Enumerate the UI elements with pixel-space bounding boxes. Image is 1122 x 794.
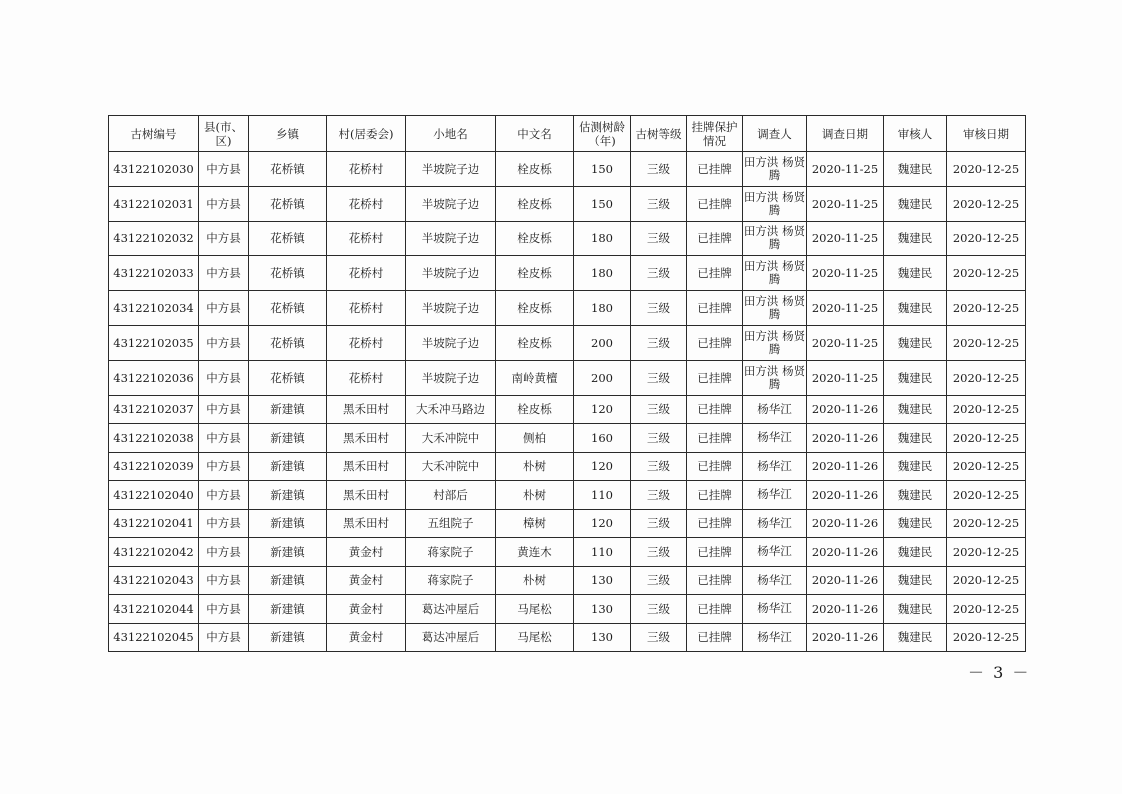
table-cell: 半坡院子边 xyxy=(406,325,496,360)
table-cell: 2020-11-25 xyxy=(807,186,884,221)
table-cell: 43122102036 xyxy=(109,360,199,395)
table-cell: 2020-12-25 xyxy=(947,566,1026,595)
column-header: 村(居委会) xyxy=(327,116,406,152)
table-row xyxy=(109,256,1026,291)
table-cell: 中方县 xyxy=(199,538,249,567)
table-row xyxy=(109,152,1026,187)
table-cell: 2020-12-25 xyxy=(947,291,1026,326)
table-cell: 魏建民 xyxy=(884,186,947,221)
table-cell: 三级 xyxy=(631,152,687,187)
table-cell: 三级 xyxy=(631,221,687,256)
table-cell: 田方洪 杨贤腾 xyxy=(743,152,807,187)
table-cell: 黑禾田村 xyxy=(327,509,406,538)
table-cell: 2020-12-25 xyxy=(947,325,1026,360)
table-cell: 黑禾田村 xyxy=(327,424,406,453)
table-cell: 黑禾田村 xyxy=(327,481,406,510)
table-cell: 2020-11-26 xyxy=(807,424,884,453)
table-cell: 2020-11-26 xyxy=(807,509,884,538)
table-cell: 2020-11-25 xyxy=(807,221,884,256)
table-cell: 43122102038 xyxy=(109,424,199,453)
table-cell: 160 xyxy=(574,424,631,453)
table-cell: 魏建民 xyxy=(884,395,947,424)
table-cell: 2020-12-25 xyxy=(947,509,1026,538)
table-cell: 魏建民 xyxy=(884,452,947,481)
table-row xyxy=(109,395,1026,424)
table-cell: 180 xyxy=(574,291,631,326)
table-cell: 杨华江 xyxy=(743,566,807,595)
table-cell: 2020-12-25 xyxy=(947,481,1026,510)
table-cell: 三级 xyxy=(631,509,687,538)
column-header: 古树等级 xyxy=(631,116,687,152)
table-cell: 中方县 xyxy=(199,623,249,652)
table-cell: 中方县 xyxy=(199,452,249,481)
table-cell: 中方县 xyxy=(199,360,249,395)
table-cell: 田方洪 杨贤腾 xyxy=(743,325,807,360)
table-cell: 新建镇 xyxy=(249,481,327,510)
table-cell: 2020-11-26 xyxy=(807,623,884,652)
table-cell: 中方县 xyxy=(199,152,249,187)
table-cell: 2020-11-26 xyxy=(807,395,884,424)
table-cell: 朴树 xyxy=(496,481,574,510)
table-cell: 已挂牌 xyxy=(687,424,743,453)
table-cell: 花桥村 xyxy=(327,256,406,291)
table-row xyxy=(109,221,1026,256)
table-cell: 南岭黄檀 xyxy=(496,360,574,395)
table-cell: 2020-12-25 xyxy=(947,538,1026,567)
table-cell: 43122102040 xyxy=(109,481,199,510)
table-cell: 43122102031 xyxy=(109,186,199,221)
table-cell: 新建镇 xyxy=(249,566,327,595)
table-row xyxy=(109,509,1026,538)
table-cell: 花桥镇 xyxy=(249,186,327,221)
table-cell: 五组院子 xyxy=(406,509,496,538)
table-cell: 花桥镇 xyxy=(249,360,327,395)
table-cell: 2020-12-25 xyxy=(947,256,1026,291)
table-cell: 三级 xyxy=(631,395,687,424)
table-cell: 新建镇 xyxy=(249,509,327,538)
table-cell: 黑禾田村 xyxy=(327,395,406,424)
table-cell: 已挂牌 xyxy=(687,595,743,624)
table-cell: 魏建民 xyxy=(884,566,947,595)
table-cell: 43122102041 xyxy=(109,509,199,538)
table-cell: 110 xyxy=(574,481,631,510)
table-cell: 魏建民 xyxy=(884,221,947,256)
table-cell: 大禾冲院中 xyxy=(406,452,496,481)
table-cell: 村部后 xyxy=(406,481,496,510)
table-cell: 魏建民 xyxy=(884,325,947,360)
table-cell: 杨华江 xyxy=(743,395,807,424)
column-header: 小地名 xyxy=(406,116,496,152)
ancient-tree-table xyxy=(108,115,1026,652)
table-cell: 2020-12-25 xyxy=(947,424,1026,453)
column-header: 古树编号 xyxy=(109,116,199,152)
table-cell: 120 xyxy=(574,452,631,481)
table-cell: 半坡院子边 xyxy=(406,291,496,326)
table-cell: 已挂牌 xyxy=(687,325,743,360)
table-cell: 黄金村 xyxy=(327,538,406,567)
table-row xyxy=(109,452,1026,481)
table-cell: 栓皮栎 xyxy=(496,291,574,326)
table-cell: 魏建民 xyxy=(884,291,947,326)
table-cell: 三级 xyxy=(631,291,687,326)
table-cell: 栓皮栎 xyxy=(496,152,574,187)
table-cell: 杨华江 xyxy=(743,509,807,538)
table-cell: 2020-11-25 xyxy=(807,256,884,291)
table-cell: 43122102032 xyxy=(109,221,199,256)
table-cell: 花桥村 xyxy=(327,186,406,221)
table-cell: 中方县 xyxy=(199,256,249,291)
table-cell: 魏建民 xyxy=(884,623,947,652)
table-cell: 田方洪 杨贤腾 xyxy=(743,360,807,395)
table-body xyxy=(109,152,1026,652)
table-cell: 2020-11-25 xyxy=(807,325,884,360)
table-cell: 43122102045 xyxy=(109,623,199,652)
table-cell: 130 xyxy=(574,623,631,652)
table-cell: 已挂牌 xyxy=(687,566,743,595)
table-cell: 杨华江 xyxy=(743,595,807,624)
table-cell: 2020-12-25 xyxy=(947,360,1026,395)
table-cell: 中方县 xyxy=(199,424,249,453)
table-cell: 2020-12-25 xyxy=(947,221,1026,256)
table-cell: 2020-12-25 xyxy=(947,186,1026,221)
table-cell: 三级 xyxy=(631,256,687,291)
table-cell: 已挂牌 xyxy=(687,152,743,187)
table-cell: 150 xyxy=(574,186,631,221)
table-cell: 栓皮栎 xyxy=(496,221,574,256)
table-cell: 杨华江 xyxy=(743,623,807,652)
table-cell: 2020-11-26 xyxy=(807,595,884,624)
table-cell: 花桥镇 xyxy=(249,256,327,291)
table-cell: 栓皮栎 xyxy=(496,186,574,221)
table-cell: 黄金村 xyxy=(327,595,406,624)
table-cell: 110 xyxy=(574,538,631,567)
table-cell: 花桥镇 xyxy=(249,325,327,360)
table-cell: 半坡院子边 xyxy=(406,360,496,395)
column-header: 县(市、区) xyxy=(199,116,249,152)
table-cell: 朴树 xyxy=(496,566,574,595)
table-cell: 田方洪 杨贤腾 xyxy=(743,186,807,221)
table-row xyxy=(109,595,1026,624)
table-cell: 魏建民 xyxy=(884,509,947,538)
column-header: 乡镇 xyxy=(249,116,327,152)
table-cell: 魏建民 xyxy=(884,152,947,187)
table-cell: 2020-12-25 xyxy=(947,395,1026,424)
table-cell: 魏建民 xyxy=(884,538,947,567)
table-cell: 三级 xyxy=(631,595,687,624)
table-cell: 大禾冲院中 xyxy=(406,424,496,453)
table-cell: 马尾松 xyxy=(496,623,574,652)
table-cell: 中方县 xyxy=(199,481,249,510)
table-cell: 已挂牌 xyxy=(687,481,743,510)
table-cell: 中方县 xyxy=(199,325,249,360)
table-cell: 新建镇 xyxy=(249,595,327,624)
table-cell: 半坡院子边 xyxy=(406,221,496,256)
table-row xyxy=(109,186,1026,221)
table-cell: 三级 xyxy=(631,360,687,395)
table-cell: 田方洪 杨贤腾 xyxy=(743,291,807,326)
table-cell: 半坡院子边 xyxy=(406,256,496,291)
table-cell: 魏建民 xyxy=(884,424,947,453)
table-cell: 120 xyxy=(574,395,631,424)
table-cell: 43122102035 xyxy=(109,325,199,360)
table-cell: 黄金村 xyxy=(327,566,406,595)
table-cell: 已挂牌 xyxy=(687,509,743,538)
table-cell: 2020-11-26 xyxy=(807,481,884,510)
table-cell: 2020-11-25 xyxy=(807,360,884,395)
table-cell: 花桥村 xyxy=(327,360,406,395)
table-cell: 魏建民 xyxy=(884,595,947,624)
table-cell: 杨华江 xyxy=(743,424,807,453)
table-cell: 新建镇 xyxy=(249,424,327,453)
table-cell: 田方洪 杨贤腾 xyxy=(743,256,807,291)
table-cell: 葛达冲屋后 xyxy=(406,623,496,652)
table-cell: 中方县 xyxy=(199,395,249,424)
table-row xyxy=(109,291,1026,326)
table-cell: 蒋家院子 xyxy=(406,566,496,595)
table-cell: 樟树 xyxy=(496,509,574,538)
table-row xyxy=(109,623,1026,652)
table-cell: 朴树 xyxy=(496,452,574,481)
table-cell: 大禾冲马路边 xyxy=(406,395,496,424)
table-cell: 魏建民 xyxy=(884,256,947,291)
table-header-row xyxy=(109,116,1026,152)
table-cell: 花桥镇 xyxy=(249,152,327,187)
table-cell: 已挂牌 xyxy=(687,452,743,481)
table-cell: 已挂牌 xyxy=(687,186,743,221)
table-cell: 魏建民 xyxy=(884,481,947,510)
table-cell: 中方县 xyxy=(199,186,249,221)
table-cell: 黄连木 xyxy=(496,538,574,567)
table-cell: 43122102044 xyxy=(109,595,199,624)
column-header: 挂牌保护情况 xyxy=(687,116,743,152)
table-cell: 43122102037 xyxy=(109,395,199,424)
table-cell: 2020-12-25 xyxy=(947,452,1026,481)
table-cell: 中方县 xyxy=(199,509,249,538)
table-cell: 130 xyxy=(574,595,631,624)
table-cell: 杨华江 xyxy=(743,538,807,567)
table-cell: 43122102042 xyxy=(109,538,199,567)
table-cell: 花桥村 xyxy=(327,325,406,360)
table-cell: 花桥村 xyxy=(327,221,406,256)
table-cell: 黄金村 xyxy=(327,623,406,652)
table-cell: 花桥村 xyxy=(327,291,406,326)
table-cell: 新建镇 xyxy=(249,452,327,481)
table-row xyxy=(109,566,1026,595)
table-row xyxy=(109,481,1026,510)
table-cell: 已挂牌 xyxy=(687,623,743,652)
column-header: 调查日期 xyxy=(807,116,884,152)
table-cell: 2020-11-25 xyxy=(807,291,884,326)
table-row xyxy=(109,325,1026,360)
table-cell: 2020-12-25 xyxy=(947,595,1026,624)
column-header: 估测树龄（年) xyxy=(574,116,631,152)
table-cell: 新建镇 xyxy=(249,623,327,652)
table-cell: 2020-11-26 xyxy=(807,566,884,595)
table-cell: 三级 xyxy=(631,566,687,595)
table-row xyxy=(109,538,1026,567)
table-cell: 侧柏 xyxy=(496,424,574,453)
table-cell: 已挂牌 xyxy=(687,221,743,256)
table-cell: 三级 xyxy=(631,623,687,652)
table-cell: 150 xyxy=(574,152,631,187)
table-cell: 花桥镇 xyxy=(249,221,327,256)
column-header: 审核日期 xyxy=(947,116,1026,152)
table-cell: 43122102034 xyxy=(109,291,199,326)
table-cell: 半坡院子边 xyxy=(406,152,496,187)
table-cell: 三级 xyxy=(631,538,687,567)
table-cell: 半坡院子边 xyxy=(406,186,496,221)
table-cell: 130 xyxy=(574,566,631,595)
table-cell: 2020-11-25 xyxy=(807,152,884,187)
table-cell: 三级 xyxy=(631,186,687,221)
table-cell: 栓皮栎 xyxy=(496,395,574,424)
table-cell: 三级 xyxy=(631,452,687,481)
table-cell: 200 xyxy=(574,325,631,360)
table-cell: 中方县 xyxy=(199,221,249,256)
table-cell: 三级 xyxy=(631,481,687,510)
table-cell: 43122102043 xyxy=(109,566,199,595)
table-cell: 200 xyxy=(574,360,631,395)
column-header: 中文名 xyxy=(496,116,574,152)
page-number: － 3 － xyxy=(968,663,1031,682)
table-cell: 黑禾田村 xyxy=(327,452,406,481)
table-cell: 田方洪 杨贤腾 xyxy=(743,221,807,256)
table-cell: 180 xyxy=(574,256,631,291)
table-cell: 杨华江 xyxy=(743,481,807,510)
table-cell: 180 xyxy=(574,221,631,256)
table-cell: 魏建民 xyxy=(884,360,947,395)
column-header: 调查人 xyxy=(743,116,807,152)
table-cell: 蒋家院子 xyxy=(406,538,496,567)
table-cell: 花桥镇 xyxy=(249,291,327,326)
table-cell: 43122102039 xyxy=(109,452,199,481)
table-cell: 中方县 xyxy=(199,595,249,624)
table-cell: 已挂牌 xyxy=(687,395,743,424)
table-cell: 杨华江 xyxy=(743,452,807,481)
table-cell: 栓皮栎 xyxy=(496,325,574,360)
table-cell: 43122102030 xyxy=(109,152,199,187)
column-header: 审核人 xyxy=(884,116,947,152)
table-cell: 三级 xyxy=(631,424,687,453)
table-cell: 已挂牌 xyxy=(687,256,743,291)
table-row xyxy=(109,360,1026,395)
table-cell: 栓皮栎 xyxy=(496,256,574,291)
table-cell: 2020-12-25 xyxy=(947,152,1026,187)
table-cell: 2020-11-26 xyxy=(807,538,884,567)
table-cell: 43122102033 xyxy=(109,256,199,291)
table-row xyxy=(109,424,1026,453)
table-cell: 120 xyxy=(574,509,631,538)
table-cell: 葛达冲屋后 xyxy=(406,595,496,624)
table-cell: 中方县 xyxy=(199,566,249,595)
table-cell: 三级 xyxy=(631,325,687,360)
table-cell: 新建镇 xyxy=(249,538,327,567)
table-cell: 中方县 xyxy=(199,291,249,326)
table-cell: 已挂牌 xyxy=(687,291,743,326)
table-cell: 花桥村 xyxy=(327,152,406,187)
table-cell: 2020-12-25 xyxy=(947,623,1026,652)
table-cell: 已挂牌 xyxy=(687,360,743,395)
table-cell: 2020-11-26 xyxy=(807,452,884,481)
table-cell: 已挂牌 xyxy=(687,538,743,567)
table-cell: 新建镇 xyxy=(249,395,327,424)
table-cell: 马尾松 xyxy=(496,595,574,624)
